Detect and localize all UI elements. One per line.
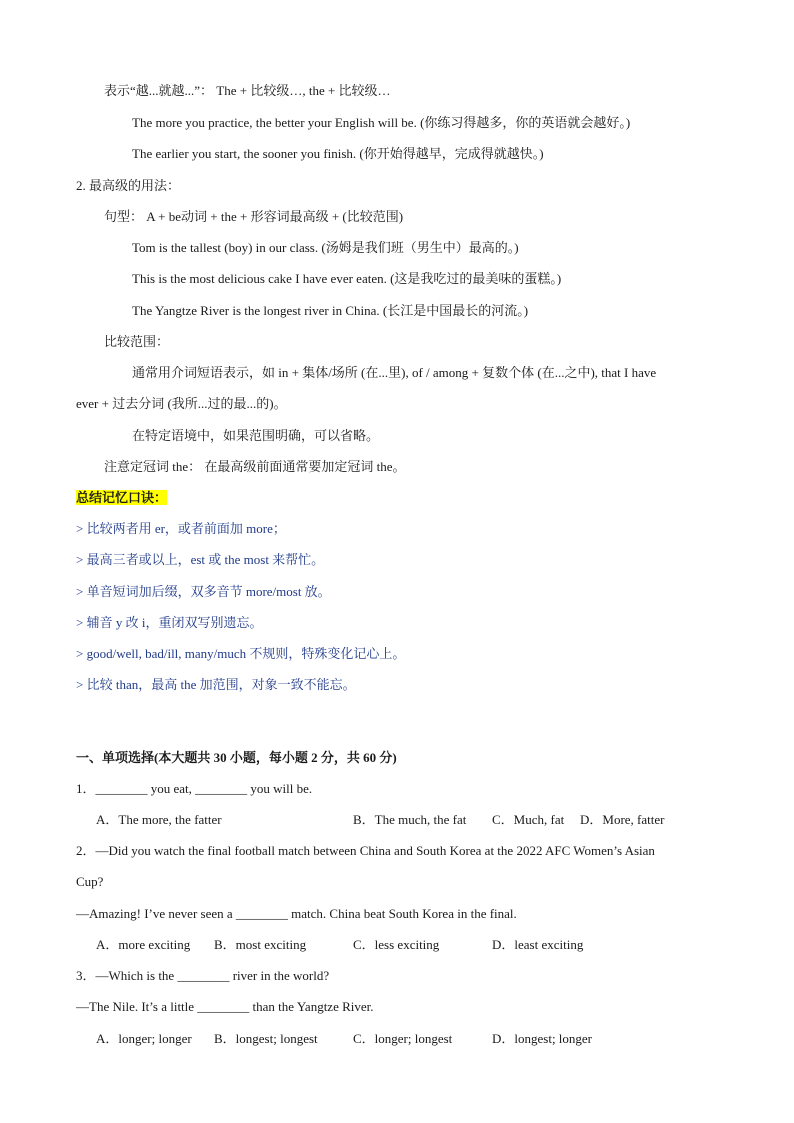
question-2-option-a[interactable]: A．more exciting	[96, 937, 191, 952]
question-3-option-a[interactable]: A．longer; longer	[96, 1031, 192, 1046]
question-3-option-c[interactable]: C．longer; longest	[353, 1031, 453, 1046]
question-1-option-a[interactable]: A．The more, the fatter	[96, 812, 222, 827]
grammar-line-13: 注意定冠词 the： 在最高级前面通常要加定冠词 the。	[104, 459, 406, 474]
question-2-option-b[interactable]: B．most exciting	[214, 937, 307, 952]
mnemonic-item: > 辅音 y 改 i，重闭双写别遗忘。	[76, 615, 263, 630]
grammar-line-12: 在特定语境中，如果范围明确，可以省略。	[132, 428, 380, 443]
mnemonic-item: > good/well, bad/ill, many/much 不规则，特殊变化记心上。	[76, 646, 406, 661]
mnemonic-title-wrap	[76, 489, 167, 507]
grammar-line-4: 2. 最高级的用法：	[76, 178, 181, 193]
question-3-option-d[interactable]: D．longest; longer	[492, 1031, 593, 1046]
mnemonic-item: > 最高三者或以上，est 或 the most 来帮忙。	[76, 552, 325, 567]
question-2-stem-1: 2．—Did you watch the final football match between China and South Korea at the 2022 AFC Women’s Asian	[76, 843, 655, 858]
mnemonic-item: > 比较 than，最高 the 加范围，对象一致不能忘。	[76, 677, 356, 692]
mnemonic-item: > 比较两者用 er，或者前面加 more；	[76, 521, 286, 536]
grammar-line-9: 比较范围：	[104, 334, 170, 349]
grammar-line-6: Tom is the tallest (boy) in our class. (汤姆是我们班（男生中）最高的。)	[132, 240, 519, 255]
question-1-stem: 1．________ you eat, ________ you will be.	[76, 781, 313, 796]
mnemonic-item: > 单音短词加后缀，双多音节 more/most 放。	[76, 584, 331, 599]
grammar-line-7: This is the most delicious cake I have ever eaten. (这是我吃过的最美味的蛋糕。)	[132, 271, 562, 286]
question-2-option-d[interactable]: D．least exciting	[492, 937, 584, 952]
grammar-line-3: The earlier you start, the sooner you finish. (你开始得越早，完成得就越快。)	[132, 146, 544, 161]
grammar-line-5: 句型： A + be动词 + the + 形容词最高级 + (比较范围)	[104, 209, 404, 224]
question-2-stem-2: Cup?	[76, 874, 104, 889]
question-2-option-c[interactable]: C．less exciting	[353, 937, 440, 952]
question-2-stem-3: —Amazing! I’ve never seen a ________ match. China beat South Korea in the final.	[76, 906, 517, 921]
grammar-line-2: The more you practice, the better your English will be. (你练习得越多，你的英语就会越好。)	[132, 115, 631, 130]
section-title: 一、单项选择(本大题共 30 小题，每小题 2 分，共 60 分)	[76, 750, 397, 765]
grammar-line-8: The Yangtze River is the longest river in China. (长江是中国最长的河流。)	[132, 303, 529, 318]
question-1-option-d[interactable]: D．More, fatter	[580, 812, 665, 827]
question-3-stem-2: —The Nile. It’s a little ________ than the Yangtze River.	[76, 999, 374, 1014]
grammar-line-10: 通常用介词短语表示，如 in + 集体/场所 (在...里), of / among + 复数个体 (在...之中), that I have	[132, 365, 657, 380]
question-1-option-b[interactable]: B．The much, the fat	[353, 812, 467, 827]
question-1-option-c[interactable]: C．Much, fat	[492, 812, 565, 827]
grammar-line-11: ever + 过去分词 (我所...过的最...的)。	[76, 396, 287, 411]
question-3-option-b[interactable]: B．longest; longest	[214, 1031, 318, 1046]
question-3-stem-1: 3．—Which is the ________ river in the world?	[76, 968, 330, 983]
grammar-line-1: 表示“越...就越...”： The + 比较级…, the + 比较级…	[104, 83, 391, 98]
mnemonic-title: 总结记忆口诀：	[76, 490, 168, 505]
